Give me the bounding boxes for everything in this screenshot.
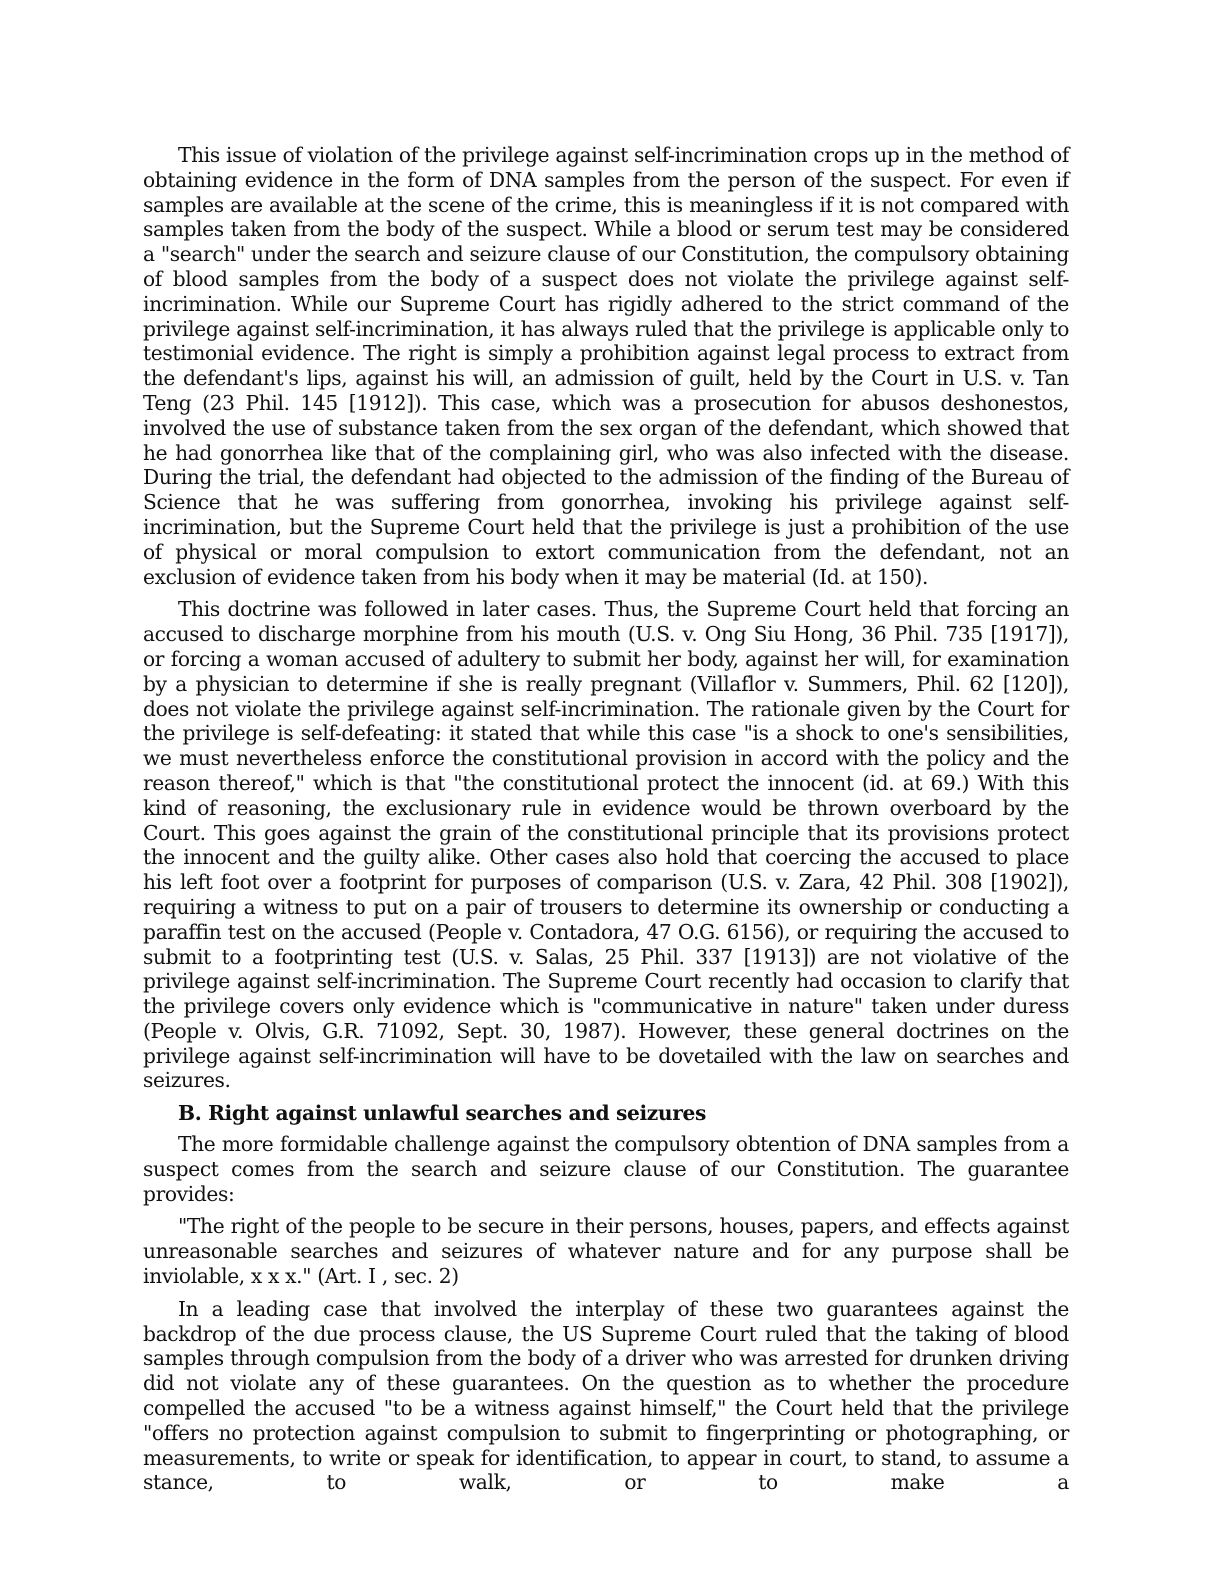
paragraph-constitution-quote: "The right of the people to be secure in their persons, houses, papers, and effects against unreasonable searches and seizures of whatever nature and for any purpose shall be inviolable, x x x." (Art. I , sec. 2) <box>143 1214 1069 1289</box>
section-heading: B. Right against unlawful searches and seizures <box>178 1101 707 1126</box>
paragraph-formidable-challenge: The more formidable challenge against the compulsory obtention of DNA samples from a suspect comes from the search and seizure clause of our Constitution. The guarantee provides: <box>143 1132 1069 1206</box>
document-page <box>143 143 1069 1503</box>
paragraph-self-incrimination-dna: This issue of violation of the privilege against self-incrimination crops up in the method of obtaining evidence in the form of DNA samples from the person of the suspect. For even if samples are available at the scene of the crime, this is meaningless if it is not compared with samples taken from the body of the suspect. While a blood or serum test may be considered a "search" under the search and seizure clause of our Constitution, the compulsory obtaining of blood samples from the body of a suspect does not violate the privilege against self-incrimination. While our Supreme Court has rigidly adhered to the strict command of the privilege against self-incrimination, it has always ruled that the privilege is applicable only to testimonial evidence. The right is simply a prohibition against legal process to extract from the defendant's lips, against his will, an admission of guilt, held by the Court in U.S. v. Tan Teng (23 Phil. 145 [1912]). This case, which was a prosecution for abusos deshonestos, involved the use of substance taken from the sex organ of the defendant, which showed that he had gonorrhea like that of the complaining girl, who was also infected with the disease. During the trial, the defendant had objected to the admission of the finding of the Bureau of Science that he was suffering from gonorrhea, invoking his privilege against self-incrimination, but the Supreme Court held that the privilege is just a prohibition of the use of physical or moral compulsion to extort communication from the defendant, not an exclusion of evidence taken from his body when it may be material (Id. at 150). <box>143 143 1069 589</box>
paragraph-leading-case: In a leading case that involved the interplay of these two guarantees against the backdrop of the due process clause, the US Supreme Court ruled that the taking of blood samples through compulsion from the body of a driver who was arrested for drunken driving did not violate any of these guarantees. On the question as to whether the procedure compelled the accused "to be a witness against himself," the Court held that the privilege "offers no protection against compulsion to submit to fingerprinting or photographing, or measurements, to write or speak for identification, to appear in court, to stand, to assume a stance, to walk, or to make a <box>143 1296 1069 1495</box>
paragraph-doctrine-later-cases: This doctrine was followed in later cases. Thus, the Supreme Court held that forcing an accused to discharge morphine from his mouth (U.S. v. Ong Siu Hong, 36 Phil. 735 [1917]), or forcing a woman accused of adultery to submit her body, against her will, for examination by a physician to determine if she is really pregnant (Villaflor v. Summers, Phil. 62 [120]), does not violate the privilege against self-incrimination. The rationale given by the Court for the privilege is self-defeating: it stated that while this case "is a shock to one's sensibilities, we must nevertheless enforce the constitutional provision in accord with the policy and the reason thereof," which is that "the constitutional protect the innocent (id. at 69.) With this kind of reasoning, the exclusionary rule in evidence would be thrown overboard by the Court. This goes against the grain of the constitutional principle that its provisions protect the innocent and the guilty alike. Other cases also hold that coercing the accused to place his left foot over a footprint for purposes of comparison (U.S. v. Zara, 42 Phil. 308 [1902]), requiring a witness to put on a pair of trousers to determine its ownership or conducting a paraffin test on the accused (People v. Contadora, 47 O.G. 6156), or requiring the accused to submit to a footprinting test (U.S. v. Salas, 25 Phil. 337 [1913]) are not violative of the privilege against self-incrimination. The Supreme Court recently had occasion to clarify that the privilege covers only evidence which is "communicative in nature" taken under duress (People v. Olvis, G.R. 71092, Sept. 30, 1987). However, these general doctrines on the privilege against self-incrimination will have to be dovetailed with the law on searches and seizures. <box>143 597 1069 1093</box>
